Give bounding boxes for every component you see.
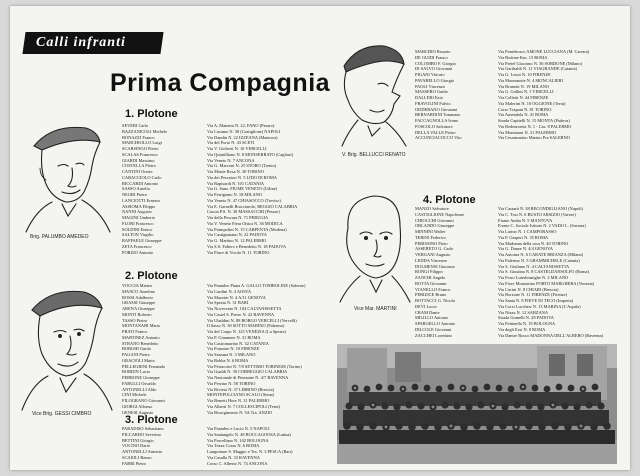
name-entry: FILOGRANO Giovanni — [122, 398, 165, 403]
name-entry: BOTTA Giovanni — [415, 280, 447, 286]
name-entry: ANTONELLI Aldo — [122, 386, 157, 392]
address-entry: Via Casamo N. 38 (Castiglione) NAPOLI — [207, 128, 281, 134]
address-entry: Via Colletti N. 44 FIRENZE — [498, 95, 549, 100]
name-entry: BORDIN Lucio — [122, 369, 151, 375]
name-entry: SOLDINI Enrico — [122, 226, 153, 232]
address-entry: Via Garibaldi N. 11 VIAGRANDE (Catania) — [498, 66, 577, 72]
name-entry: SEVERI Carlo — [122, 123, 149, 128]
address-entry: Via S. Giuliano N. 4 CALTANISSETTA — [498, 263, 570, 269]
name-entry: MANZO Salvatore — [415, 206, 449, 211]
address-entry: Via V. Gioberti N. 16 VERCELLI — [207, 146, 267, 151]
sketch-caption-gessi: Vice Brig. GESSI CIMBRO — [32, 411, 92, 417]
address-entry: Via Pantaleo Piana A. GALLO TOMBOLINE (Salerno) — [207, 283, 306, 288]
name-entry: DILCOLE Giovanni — [415, 326, 452, 332]
name-entry: FACCAGNOLLA Ivano — [415, 118, 459, 123]
address-entry: Via Porcellano N. 102 BOLOGNA — [207, 437, 269, 443]
address-entry: Via Nizza N. 12 SARZANA — [498, 309, 549, 315]
name-entry: MARCHIOLLO Luigi — [122, 140, 162, 146]
continuation-names — [415, 49, 497, 141]
name-entry: PICCARDO Severino — [122, 431, 161, 437]
address-entry: Via Ferrigamo N. 18 MILANO — [207, 192, 262, 197]
address-entry: MONTEPOLCIANO SCALO (Siena) — [207, 392, 275, 398]
address-entry: Via Piave di Vicolo N. 11 TORINO — [207, 249, 270, 255]
name-entry: SCARSINGO Pietro — [122, 146, 159, 151]
name-entry: BAZZANICOLI Michele — [122, 128, 167, 134]
name-entry: TERINI Federico — [415, 234, 446, 240]
address-entry: Via Larino N. 1 CAMPOBASSO — [498, 229, 557, 234]
plotone-1-addresses — [207, 123, 327, 255]
name-entry: ORLANDO Giuseppe — [415, 223, 455, 229]
address-entry: Strada Capitelli N. 15 MONTA (Padova) — [498, 118, 570, 123]
plotone-1-names — [122, 123, 206, 255]
address-entry: Via Redentoreta N. 1 - Cas. 8 PALERMO — [498, 123, 572, 129]
address-entry: Via Mezzanotte N. 4 MONCALIERI — [498, 77, 563, 83]
name-entry: PIGANI Vittorio — [415, 72, 445, 77]
address-entry: Via V. Veneto Fiera Ottica N. 36 MODICA — [207, 220, 283, 226]
name-entry: CINI Michele — [122, 392, 147, 398]
plotone-1-heading: 1. Plotone — [125, 108, 178, 120]
name-entry: ASSERETO G. Carlo — [415, 246, 454, 252]
name-entry: FABRI Pietro — [122, 460, 147, 466]
address-entry: Via Prampolini N. 15 CARPENTA (Modena) — [207, 226, 287, 232]
address-entry: Via Fiore Monzurino PORTO MARGHERA (Venezia) — [498, 280, 595, 286]
name-entry: PAVARELLO Giorgio — [415, 77, 455, 83]
name-entry: ASSIOMA Filippo — [122, 203, 156, 209]
address-entry: Via Curini N. 8 CHIARI (Brescia) — [498, 286, 559, 292]
address-entry: Fiume Amba N. 5 MANTOVA — [498, 217, 553, 223]
address-entry: Via Pantaleo e Lucio N. 5 NAPOLI — [207, 426, 270, 431]
name-entry: PERRONE Giuseppe — [122, 375, 160, 380]
plotone-3-addresses — [207, 426, 327, 466]
plotone-2-heading: 2. Plotone — [125, 270, 178, 282]
address-entry: Via Cesarmarino Marino Pra SALERNO — [498, 135, 570, 141]
sketch-caption-palumbo: Brig. PALUMBO AMEDEO — [30, 234, 89, 240]
name-entry: FLORI Francesco — [122, 220, 154, 226]
name-entry: ACCONCIACOCCO Vito — [415, 135, 462, 141]
address-entry: Via Casalla N. 33 RAVENNA — [207, 454, 260, 460]
name-entry: ODDERANO Giovanni — [415, 106, 458, 112]
name-entry: DE GUIDI Franco — [415, 54, 448, 60]
plotone-2-addresses — [207, 283, 327, 415]
name-entry: MONTANARI Mario — [122, 323, 161, 329]
address-entry: Via Madonna della rosa N. 40 TORINO — [498, 240, 569, 246]
address-entry: Via G. Martino N. 12 PALERMO — [207, 238, 267, 243]
address-entry: Strada Granelli N. 28 PADOVA — [498, 315, 554, 321]
name-entry: PRATI Franco — [122, 329, 148, 334]
name-entry: CANTINI Oreste — [122, 169, 153, 174]
address-entry: Via della Pescara N. 71 PERUGIA — [207, 215, 269, 220]
address-entry: Via G. Leoni N. 10 FIRENZE — [498, 72, 551, 77]
address-entry: Via Perrino N. 58 TORINO — [207, 380, 256, 386]
sketch-portrait-martini — [330, 186, 414, 304]
sketch-caption-martini: Vice Mar. MARTINI — [354, 306, 397, 312]
group-photograph — [337, 344, 617, 464]
name-entry: ZANCHI Angelo — [415, 275, 446, 280]
address-entry: Via P. Gasperi N. 35 ROMA — [498, 234, 549, 240]
name-entry: MASSERO Guido — [415, 89, 448, 95]
address-entry: Corso C. Alberto N. 74 ANCONA — [207, 460, 268, 466]
name-entry: PAOLI Vincenzo — [415, 83, 446, 89]
name-entry: PORZIO Antonio — [122, 249, 154, 255]
name-entry: VERGANI Augusto — [415, 252, 451, 257]
plotone-2-names — [122, 283, 206, 415]
name-entry: TASSO Pietro — [122, 317, 148, 323]
name-entry: DEVI Lucio — [415, 303, 437, 309]
address-entry: Lungomare S. Maggio e Tra. N. 3 PESCA (Bari) — [207, 449, 293, 454]
name-entry: COLOMBO F. Giorgio — [415, 60, 456, 66]
name-entry: CRAM Dante — [415, 309, 440, 315]
address-entry: Fronte C. Sociale Istituto N. 2 VADO L. (Savona) — [498, 223, 586, 229]
address-entry: Via Rapisardi N. 101 CATANIA — [207, 180, 265, 186]
name-entry: GRASSI Giuseppe — [122, 300, 156, 306]
address-entry: Via C. Tosi N. 6 BUSTO ARSIZIO (Varese) — [498, 211, 576, 217]
address-entry: Via Quintilliano N. 8 MONSERRATO (Cagliari) — [207, 151, 293, 157]
name-entry: DOLMENSI Giacomo — [415, 263, 455, 269]
address-entry: Via Spezia N. 31 BARI — [207, 300, 249, 306]
address-entry: Via E. Garnelli Bracciarolo, REGGIO CALABRIA — [207, 203, 298, 209]
address-entry: Via Malerini N. 10 OGGIONE (Terni) — [498, 100, 566, 106]
address-entry: Via Dantre Bosco MADONNA DELL'ALBERO (Ravenna) — [498, 332, 604, 338]
name-entry: MARCHIO Rosario — [415, 49, 451, 54]
name-entry: PAGANI Pietro — [122, 352, 150, 357]
address-entry: Via A. Manzini N. 22, FANO (Pesaro) — [207, 123, 275, 128]
name-entry: GIARDI Massimo — [122, 157, 155, 163]
address-entry: Via Monte Rosa N. 30 TORINO — [207, 169, 264, 174]
name-entry: NEGRI Pietro — [122, 192, 147, 197]
address-entry: Via Mazzini N. 4 A/11 GENOVA — [207, 294, 266, 300]
name-entry: CARACCIOLO Carlo — [122, 174, 162, 180]
address-entry: Il Sasso N. 30 SOTTO MARINO (Palermo) — [207, 323, 285, 329]
plotone-4-names — [415, 206, 497, 338]
sketch-portrait-bellucci — [328, 36, 414, 148]
address-entry: Via G. Danze N. 4/4 GENOVA — [498, 246, 553, 252]
name-entry: PERISSINO Piero — [415, 240, 448, 246]
address-entry: Via Nazionale di Piemonte N. 4/7 RAVENNA — [207, 375, 289, 380]
address-entry: Via Ponzone N. 10 FIRENZE — [207, 346, 260, 352]
name-entry: BOTTACCI G. Nicola — [415, 298, 455, 303]
name-entry: MARTINEZ Antonio — [122, 334, 160, 340]
name-entry: RICCARDI Antonio — [122, 180, 159, 186]
name-entry: BORGHI Guido — [122, 346, 151, 352]
address-entry: Via Borzone N. 11 FIRENZE (Firenze) — [498, 292, 568, 298]
name-entry: VOCINO Dario — [122, 443, 151, 449]
plotone-4-addresses — [498, 206, 622, 338]
address-entry: Via Sarzana N. 3 MILANO — [207, 352, 256, 357]
address-entry: Via Veneto N. 47 CHIASOCCO (Treviso) — [207, 197, 281, 203]
name-entry: PARADISO Sebastiano — [122, 426, 164, 431]
address-entry: Via Petraccini N. 7/8 SETTIMO TORINESE (Torino) — [207, 363, 302, 369]
plotone-3-names — [122, 426, 206, 466]
address-entry: Via Palermo N. 5 GRAMMICHELE (Catania) — [498, 257, 580, 263]
address-entry: Via Montanari N. 31 PALERMO — [498, 129, 556, 135]
address-entry: Via Veneto N. 7 ANCONA — [207, 157, 255, 163]
name-entry: SALTON Virgilio — [122, 232, 154, 238]
address-entry: Via G. Sanz. FIUME VENETO (Udine) — [207, 186, 278, 192]
sketch-caption-bellucci: V. Brig. BELLUCCI RENATO — [342, 152, 406, 158]
name-entry: FRAVOLINI Fulvio — [415, 100, 451, 106]
name-entry: RAFFAELE Giuseppe — [122, 238, 162, 243]
address-entry: Via Ferro Luterbrunighe N. 2 MILANO — [498, 275, 569, 280]
name-entry: FOSCOLO Salvatore — [415, 123, 453, 129]
name-entry: ANTONELLI Antonio — [122, 449, 163, 454]
name-entry: VOCCIA Matteo — [122, 283, 153, 288]
address-entry: Via Tozza Corzo N. 6 ROMA — [207, 443, 260, 449]
address-entry: Via Riviera N. 37 LIBRINO (Brescia) — [207, 386, 275, 392]
address-entry: Via Novecento N. 104 CALTANISSETTA — [207, 306, 282, 311]
name-entry: SCAIOLI Renzo — [122, 454, 152, 460]
address-entry: Via del Porto N. 43 SCETI — [207, 140, 255, 146]
name-entry: DALLERI Ezio — [415, 95, 443, 100]
name-entry: FABULLI Osvaldo — [122, 380, 156, 386]
address-entry: Via Castignasano N. 22 PADOVA — [207, 232, 267, 238]
address-entry: Via Cassarà N. 38 RECONDIGLIANO (Napoli) — [498, 206, 584, 211]
plotone-4-heading: 4. Plotone — [423, 194, 476, 206]
name-entry: MINNINI Walter — [415, 229, 446, 234]
name-entry: MANCO Anselmo — [122, 288, 156, 294]
address-entry: Via Ubaldini N. 88 BORGO VERCELLI (Vercelli) — [207, 317, 297, 323]
name-entry: MONTI Roberto — [122, 311, 152, 317]
name-entry: ROSSI Adalberto — [122, 294, 153, 300]
name-entry: CHIOCCHI Giovanni — [415, 217, 454, 223]
name-entry: BONAZZI Franco — [122, 134, 155, 140]
name-entry: PELLEGRINI Fernando — [122, 363, 166, 369]
address-entry: Via del Corpo N. 125 VENEZIA (La Spezia) — [207, 329, 286, 334]
name-entry: CASTIGLIONE Napoleone — [415, 211, 465, 217]
name-entry: VIANELLO Franco — [415, 286, 451, 292]
address-entry: Cascia P.S. N. 30 MASSACCHI (Pesaro) — [207, 209, 280, 215]
continuation-addresses — [498, 49, 622, 141]
name-entry: LEDDA Vincenzo — [415, 257, 448, 263]
address-entry: Via Rebba N. 6 ROMA — [207, 357, 249, 363]
address-entry: Via dei Pescatori N. 5 LIDO DI ROMA — [207, 174, 277, 180]
address-entry: Via Pettinella N. 19 BOLOGNA — [498, 321, 556, 326]
address-entry: Via Cardini N. 4 AOSTA — [207, 288, 252, 294]
address-entry: Via Risorgimento N. 5A Tra. ANZIO — [207, 409, 273, 415]
address-entry: Via Brunetti N. 19 MILANO — [498, 83, 550, 89]
banner-title: Calli infranti — [36, 35, 126, 50]
name-entry: BERNARDINI Tommaso — [415, 112, 461, 118]
name-entry: MILILLO Antonio — [415, 315, 449, 321]
name-entry: DELLA VALLE Pietro — [415, 129, 456, 135]
name-entry: NANNI Augusto — [122, 209, 152, 215]
plotone-3-heading: 3. Plotone — [125, 414, 178, 426]
address-entry: Via degli Essi N. 8 ROMA — [498, 326, 546, 332]
name-entry: COSTELLA Pietro — [122, 163, 156, 169]
address-entry: Via Autorna N. 6 CARATE BRIANZA (Milano) — [498, 252, 584, 257]
name-entry: ZACCHEI Loredano — [415, 332, 452, 338]
address-entry: Via Corsi Lucchesi N. 13 MARINA (L'Aquila) — [498, 303, 581, 309]
address-entry: Via Dandin N. 22 IZZEANA (Mantova) — [207, 134, 278, 140]
name-entry: LANCIOTTI Ernesto — [122, 197, 160, 203]
name-entry: GIORGI Alfonso — [122, 403, 153, 409]
name-entry: SASSO Aurelio — [122, 186, 150, 192]
address-entry: Via Bodone Km. 13 ROMA — [498, 54, 548, 60]
address-entry: Via Santa N. 8 FIEVE DI TECO (Imperia) — [498, 298, 574, 303]
document-page — [10, 6, 630, 470]
address-entry: Via Santangelo N. 48 BOCCAGOOSA (Latina) — [207, 431, 291, 437]
name-entry: SCALAS Francesco — [122, 151, 158, 157]
address-entry: Via S. Giustina N. 8 CASTELDANSOLFO (Roma) — [498, 269, 589, 275]
name-entry: ZETA Francesco — [122, 243, 152, 249]
address-entry: Via Castel S. Pietro N. 22 RAVENNA — [207, 311, 275, 317]
name-entry: MAGINI Umberto — [122, 215, 156, 220]
name-entry: RONGI Filippo — [415, 269, 443, 275]
page-title: Prima Compagnia — [110, 69, 331, 97]
name-entry: GRACIOLI Mario — [122, 357, 155, 363]
group-photo-drawing — [337, 344, 617, 464]
name-entry: ARENA Giuseppe — [122, 306, 155, 311]
address-entry: Via Castromarino N. 32 CATANIA — [207, 340, 269, 346]
address-entry: Via G. Marconi N. 25 STORO (Trento) — [207, 163, 277, 169]
address-entry: Corso Trapani N. 81 TORINO — [498, 106, 552, 112]
sketch-portrait-gessi — [12, 276, 120, 412]
address-entry: Via Pontebosco AMONE LUCCIANA (M. Carrara) — [498, 49, 590, 54]
address-entry: Via Pretel Giacomo N. 36 SORDONE (Milano) — [498, 60, 582, 66]
address-entry: Via Benetti Hore N. 31 PALERMO — [207, 398, 270, 403]
name-entry: GENESI Augusto — [122, 409, 154, 415]
address-entry: Via Gualdi N. 30 CORREGGIO CALABRIA — [207, 369, 288, 375]
address-entry: Via S.S. Faliero e Benedetto N. 18 PADOVA — [207, 243, 287, 249]
address-entry: Via G. Gallini N. 1 VERCELLI — [498, 89, 554, 95]
address-entry: Via P. Giannone N. 31 ROMA — [207, 334, 261, 340]
address-entry: Via Alberti N. 7 COLLESCIPOLI (Terni) — [207, 403, 281, 409]
name-entry: STRANO Benedetto — [122, 340, 159, 346]
name-entry: SPARGELLO Antonio — [415, 321, 456, 326]
name-entry: BETTINI Giorgio — [122, 437, 154, 443]
address-entry: Via Amendola N. 41 ROMA — [498, 112, 549, 118]
sketch-portrait-palumbo — [12, 106, 120, 234]
name-entry: DI SALVO Giovanni — [415, 66, 453, 72]
name-entry: PERIZICE Bruno — [415, 292, 447, 298]
